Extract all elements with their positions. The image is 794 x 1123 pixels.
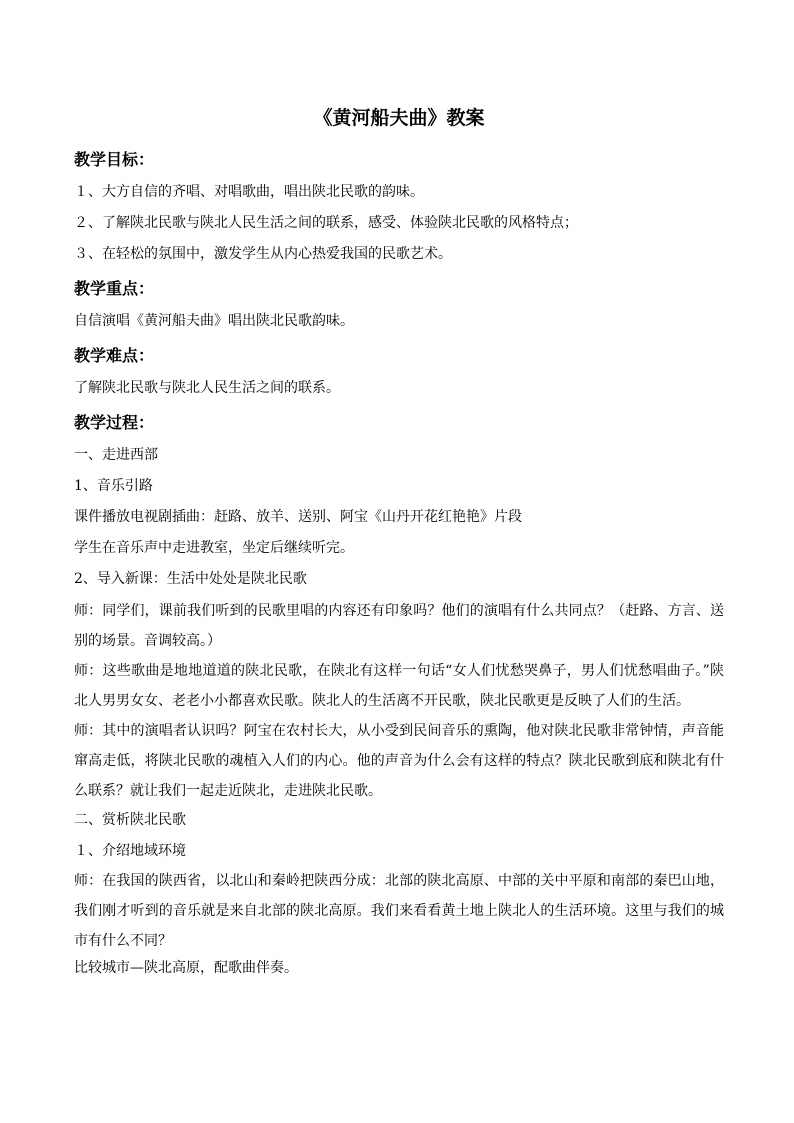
process-line: 二、赏析陕北民歌	[74, 812, 186, 828]
process-paragraph: 师：在我国的陕西省，以北山和秦岭把陕西分成：北部的陕北高原、中部的关中平原和南部的秦巴山地，我们刚才听到的音乐就是来自北部的陕北高原。我们来看看黄土地上陕北人的生活环境。这里与我们的城市有什么不同？	[74, 873, 724, 949]
section-heading-goals: 教学目标：	[74, 150, 155, 169]
key-point-text: 自信演唱《黄河船夫曲》唱出陕北民歌韵味。	[74, 313, 354, 329]
process-line: 课件播放电视剧插曲：赶路、放羊、送别、阿宝《山丹开花红艳艳》片段	[74, 509, 522, 525]
process-line: 学生在音乐声中走进教室，坐定后继续听完。	[74, 540, 354, 556]
section-heading-process: 教学过程：	[74, 413, 155, 432]
process-line: 1、音乐引路	[74, 478, 153, 494]
section-heading-key-point: 教学重点：	[74, 279, 155, 298]
goal-item: １、大方自信的齐唱、对唱歌曲，唱出陕北民歌的韵味。	[74, 184, 424, 200]
goal-item: ２、了解陕北民歌与陕北人民生活之间的联系，感受、体验陕北民歌的风格特点；	[74, 215, 578, 231]
process-line: 2、导入新课：生活中处处是陕北民歌	[74, 571, 307, 587]
difficulty-text: 了解陕北民歌与陕北人民生活之间的联系。	[74, 380, 340, 396]
process-line: 比较城市—陕北高原，配歌曲伴奏。	[74, 960, 298, 976]
goal-item: ３、在轻松的氛围中，激发学生从内心热爱我国的民歌艺术。	[74, 246, 452, 262]
process-paragraph: 师：其中的演唱者认识吗？阿宝在农村长大，从小受到民间音乐的熏陶，他对陕北民歌非常钟情，声音能窜高走低，将陕北民歌的魂植入人们的内心。他的声音为什么会有这样的特点？陕北民歌到底和陕北有什么联系？就让我们一起走近陕北，走进陕北民歌。	[74, 723, 724, 799]
process-line: 一、走进西部	[74, 447, 158, 463]
process-line: １、介绍地域环境	[74, 843, 186, 859]
document-title: 《黄河船夫曲》教案	[313, 107, 485, 129]
process-paragraph: 师：这些歌曲是地地道道的陕北民歌，在陕北有这样一句话“女人们忧愁哭鼻子，男人们忧愁唱曲子。”陕北人男男女女、老老小小都喜欢民歌。陕北人的生活离不开民歌，陕北民歌更是反映了人们的生活。	[74, 663, 724, 709]
process-paragraph: 师：同学们，课前我们听到的民歌里唱的内容还有印象吗？他们的演唱有什么共同点？（赶路、方言、送别的场景。音调较高。）	[74, 603, 724, 649]
section-heading-difficulty: 教学难点：	[74, 346, 155, 365]
